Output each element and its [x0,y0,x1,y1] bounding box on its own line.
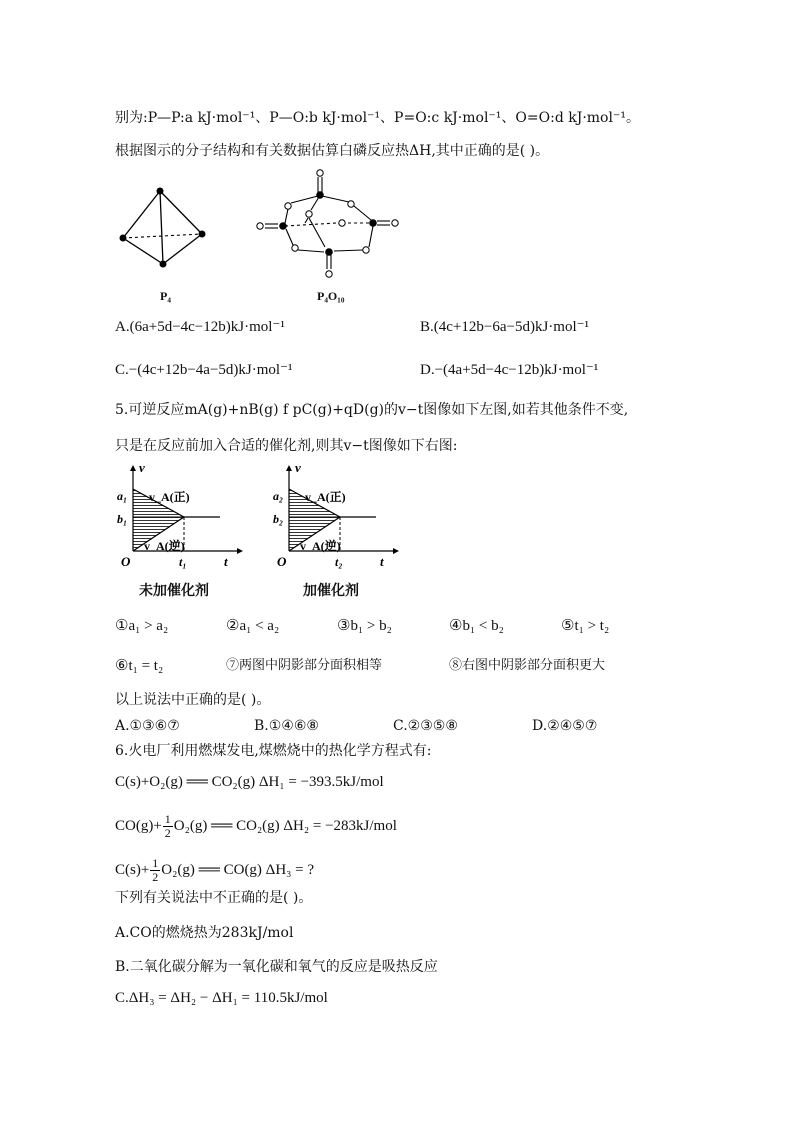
left-b-label: b₁ [117,512,128,526]
q4-question: 根据图示的分子结构和有关数据估算白磷反应热ΔH,其中正确的是( )。 [115,143,550,159]
statement-4: ④b₁ < b₂ [449,618,504,634]
right-forward-label: v_A(正) [305,490,346,504]
right-origin: O [277,554,287,569]
p4o10-structure-figure [245,163,415,288]
q5-option-a[interactable]: A.①③⑥⑦ [115,718,180,734]
right-t-label: t₂ [335,555,343,569]
q6-intro: 6.火电厂利用燃煤发电,煤燃烧中的热化学方程式有: [115,743,432,759]
left-forward-label: v_A(正) [149,490,190,504]
left-reverse-label: v_A(逆) [144,539,185,553]
q4-option-d[interactable]: D.−(4a+5d−4c−12b)kJ·mol⁻¹ [420,362,599,378]
q5-question: 以上说法中正确的是( )。 [115,692,271,708]
q4-intro: 别为:P—P:a kJ·mol⁻¹、P—O:b kJ·mol⁻¹、P=O:c kJ·mol⁻¹、O=O:d kJ·mol⁻¹。 [115,110,640,126]
q6-option-c[interactable]: C.ΔH₃ = ΔH₂ − ΔH₁ = 110.5kJ/mol [115,990,328,1006]
statement-3: ③b₁ > b₂ [337,618,392,634]
left-a-label: a₁ [117,489,128,503]
right-graph-caption: 加催化剂 [303,583,359,599]
q6-equation-1: C(s)+O₂(g) ══ CO₂(g) ΔH₁ = −393.5kJ/mol [115,774,384,790]
left-graph-caption: 未加催化剂 [139,583,209,599]
p4o10-label: P₄O₁₀ [317,289,345,303]
p4-structure-figure [112,185,212,275]
q6-equation-2: CO(g)+ $\frac{1}{2}$ O₂(g) ══ CO₂(g) ΔH₂ = −283kJ/mol [115,812,397,840]
q4-option-b[interactable]: B.(4c+12b−6a−5d)kJ·mol⁻¹ [420,319,590,335]
q4-option-c[interactable]: C.−(4c+12b−4a−5d)kJ·mol⁻¹ [115,362,293,378]
q5-option-c[interactable]: C.②③⑤⑧ [393,718,458,734]
vt-graph-no-catalyst [112,462,252,570]
q6-equation-3: C(s)+ $\frac{1}{2}$ O₂(g) ══ CO(g) ΔH₃ = ? [115,856,315,884]
statement-8: ⑧右图中阴影部分面积更大 [449,658,606,673]
left-t-label: t₁ [179,555,187,569]
statement-2: ②a₁ < a₂ [226,618,280,634]
q4-option-a[interactable]: A.(6a+5d−4c−12b)kJ·mol⁻¹ [115,319,285,335]
q5-option-b[interactable]: B.①④⑥⑧ [254,718,319,734]
right-b-label: b₂ [273,512,284,526]
right-a-label: a₂ [273,489,284,503]
q6-question: 下列有关说法中不正确的是( )。 [115,890,313,906]
left-axis-t: t [224,554,228,569]
q6-option-b[interactable]: B.二氧化碳分解为一氧化碳和氧气的反应是吸热反应 [115,959,438,975]
q5-line1: 5.可逆反应mA(g)+nB(g) f pC(g)+qD(g)的v−t图像如下左图,如若其他条件不变, [115,402,629,418]
statement-7: ⑦两图中阴影部分面积相等 [226,658,383,673]
q6-option-a[interactable]: A.CO的燃烧热为283kJ/mol [115,925,294,941]
statement-1: ①a₁ > a₂ [115,618,169,634]
q5-line2: 只是在反应前加入合适的催化剂,则其v−t图像如下右图: [115,438,458,454]
vt-graph-with-catalyst [268,462,408,570]
q5-option-d[interactable]: D.②④⑤⑦ [532,718,598,734]
statement-5: ⑤t₁ > t₂ [561,618,610,634]
left-origin: O [121,554,131,569]
right-reverse-label: v_A(逆) [300,539,341,553]
right-axis-t: t [380,554,384,569]
right-axis-v: v [295,462,301,475]
p4-label: P₄ [160,289,171,303]
statement-6: ⑥t₁ = t₂ [115,658,164,674]
left-axis-v: v [139,462,145,475]
